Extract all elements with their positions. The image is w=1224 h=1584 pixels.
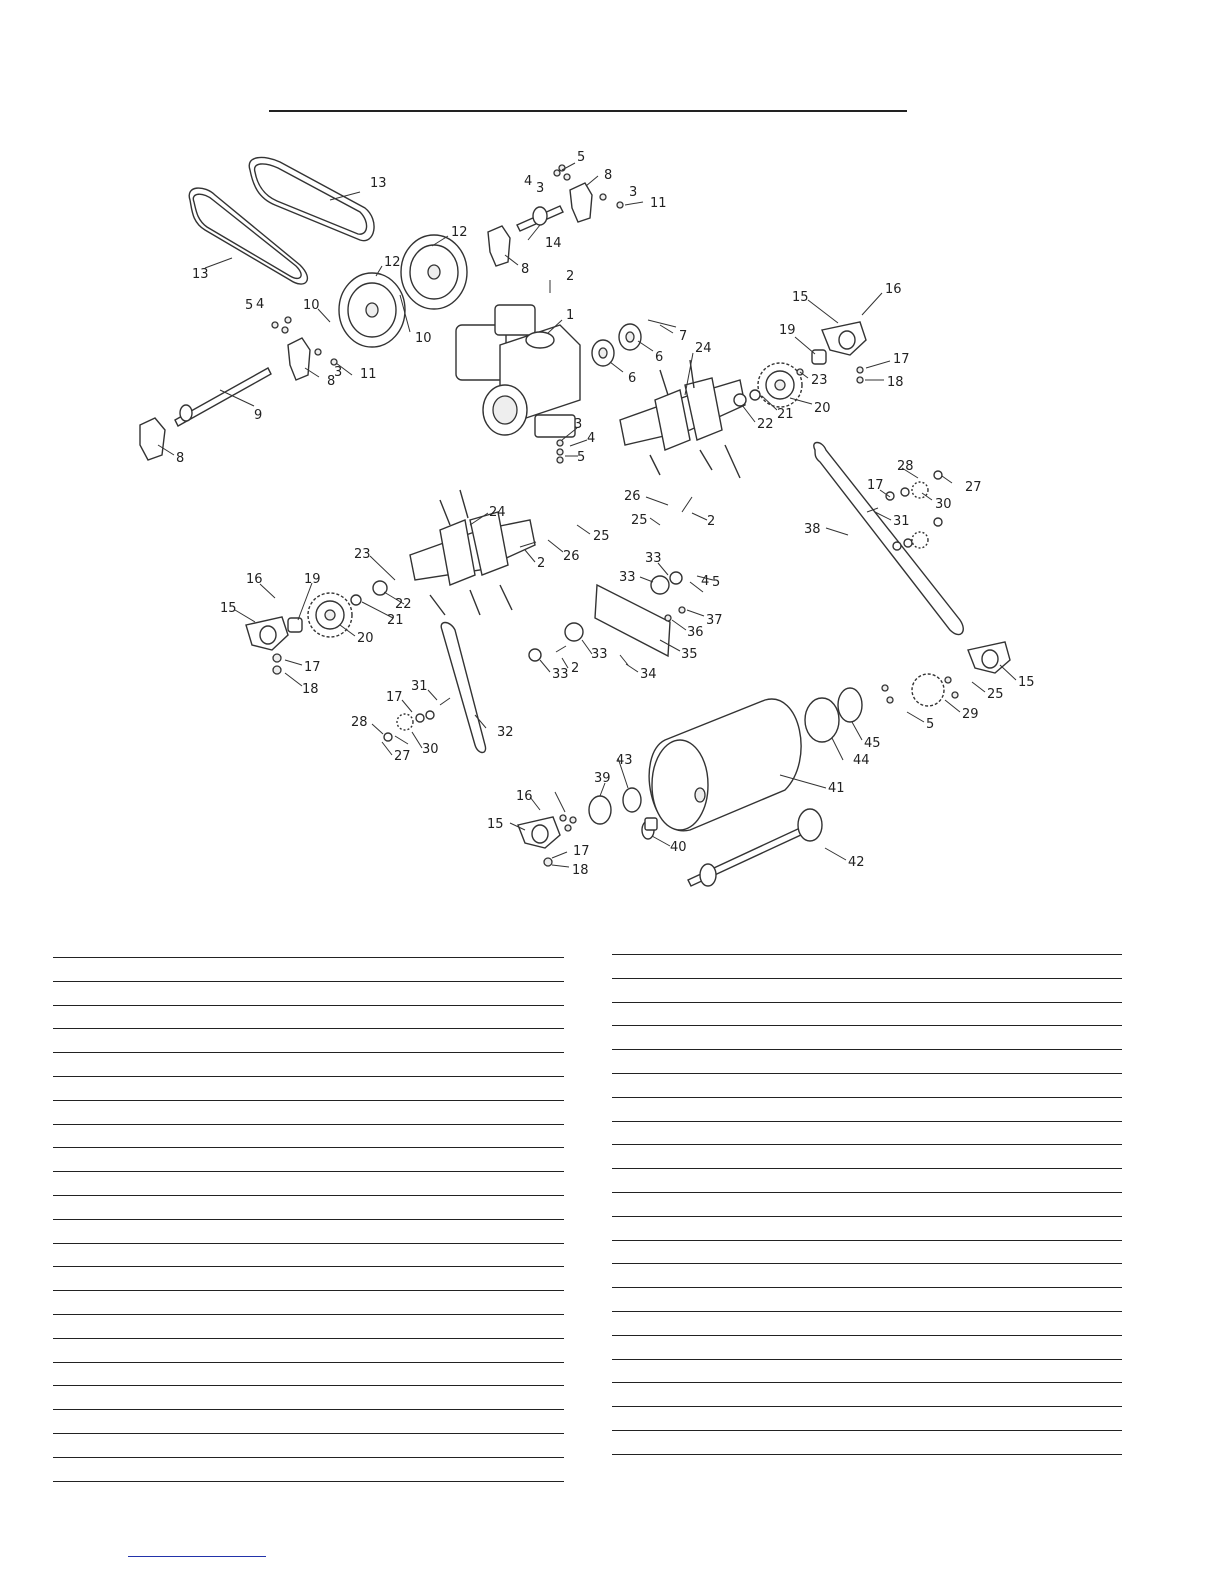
left-table-row-rule [53, 1433, 564, 1434]
left-table-row-rule [53, 1409, 564, 1410]
callout-5: 5 [245, 298, 254, 313]
callout-15: 15 [487, 817, 504, 832]
right-table-row-rule [612, 1121, 1122, 1122]
flange-45 [838, 688, 862, 722]
callout-22: 22 [757, 417, 774, 432]
right-table-row-rule [612, 1025, 1122, 1026]
callout-30: 30 [935, 497, 952, 512]
right-table-row-rule [612, 1430, 1122, 1431]
shaft-14 [517, 206, 563, 231]
right-table-row-rule [612, 1002, 1122, 1003]
callout-1: 1 [566, 308, 575, 323]
callout-25: 25 [987, 687, 1004, 702]
right-table-row-rule [612, 954, 1122, 955]
callout-16: 16 [516, 789, 533, 804]
pulley-6 [592, 324, 641, 366]
callout-33: 33 [552, 667, 569, 682]
right-table-row-rule [612, 1168, 1122, 1169]
callout-33: 33 [591, 647, 608, 662]
callout-41: 41 [828, 781, 845, 796]
callout-13: 13 [192, 267, 209, 282]
left-table-row-rule [53, 1290, 564, 1291]
left-table-row-rule [53, 1052, 564, 1053]
callout-11: 11 [650, 196, 667, 211]
callout-5: 5 [712, 575, 721, 590]
callout-21: 21 [387, 613, 404, 628]
callout-15: 15 [1018, 675, 1035, 690]
v-belt-13 [189, 157, 374, 284]
left-table-row-rule [53, 1219, 564, 1220]
callout-14: 14 [545, 236, 562, 251]
callout-2: 2 [571, 661, 580, 676]
left-table-row-rule [53, 1124, 564, 1125]
left-table-row-rule [53, 1481, 564, 1482]
callout-labels [176, 150, 1035, 878]
callout-23: 23 [354, 547, 371, 562]
callout-7: 7 [679, 329, 688, 344]
callout-33: 33 [645, 551, 662, 566]
left-table-row-rule [53, 981, 564, 982]
right-table-row-rule [612, 1216, 1122, 1217]
gasket-44 [805, 698, 839, 742]
callout-13: 13 [370, 176, 387, 191]
left-table-row-rule [53, 1314, 564, 1315]
callout-17: 17 [867, 478, 884, 493]
right-table-row-rule [612, 1073, 1122, 1074]
callout-24: 24 [489, 505, 506, 520]
left-table-row-rule [53, 1100, 564, 1101]
right-table-row-rule [612, 1192, 1122, 1193]
callout-15: 15 [220, 601, 237, 616]
left-table-row-rule [53, 1147, 564, 1148]
callout-27: 27 [965, 480, 982, 495]
adaptor-40 [642, 818, 657, 839]
callout-4: 4 [256, 297, 265, 312]
callout-5: 5 [926, 717, 935, 732]
callout-21: 21 [777, 407, 794, 422]
left-table-row-rule [53, 1362, 564, 1363]
callout-20: 20 [357, 631, 374, 646]
right-table-row-rule [612, 1454, 1122, 1455]
right-table-row-rule [612, 1240, 1122, 1241]
sprocket-29 [912, 674, 944, 706]
callout-5: 5 [577, 450, 586, 465]
callout-2: 2 [707, 514, 716, 529]
callout-18: 18 [302, 682, 319, 697]
right-table-row-rule [612, 1382, 1122, 1383]
callout-18: 18 [887, 375, 904, 390]
callout-3: 3 [536, 181, 545, 196]
callout-38: 38 [804, 522, 821, 537]
callout-34: 34 [640, 667, 657, 682]
callout-17: 17 [386, 690, 403, 705]
callout-23: 23 [811, 373, 828, 388]
right-table-row-rule [612, 978, 1122, 979]
callout-8: 8 [604, 168, 613, 183]
callout-27: 27 [394, 749, 411, 764]
left-table-row-rule [53, 1028, 564, 1029]
right-table-row-rule [612, 1359, 1122, 1360]
callout-10: 10 [303, 298, 320, 313]
callout-43: 43 [616, 753, 633, 768]
flange-39 [589, 796, 611, 824]
drum-41 [649, 699, 801, 831]
callout-19: 19 [779, 323, 796, 338]
callout-32: 32 [497, 725, 514, 740]
callout-6: 6 [628, 371, 637, 386]
callout-6: 6 [655, 350, 664, 365]
right-table-row-rule [612, 1144, 1122, 1145]
callout-28: 28 [351, 715, 368, 730]
callout-19: 19 [304, 572, 321, 587]
right-table-row-rule [612, 1049, 1122, 1050]
callout-17: 17 [304, 660, 321, 675]
callout-5: 5 [577, 150, 586, 165]
callout-11: 11 [360, 367, 377, 382]
callout-29: 29 [962, 707, 979, 722]
left-table-row-rule [53, 1385, 564, 1386]
left-table-row-rule [53, 1243, 564, 1244]
right-table-row-rule [612, 1311, 1122, 1312]
callout-3: 3 [629, 185, 638, 200]
engine-1 [456, 305, 583, 437]
callout-16: 16 [246, 572, 263, 587]
left-table-row-rule [53, 957, 564, 958]
callout-17: 17 [573, 844, 590, 859]
footer-link-underline[interactable] [128, 1556, 266, 1557]
right-table-row-rule [612, 1406, 1122, 1407]
callout-12: 12 [384, 255, 401, 270]
callout-4: 4 [524, 174, 533, 189]
callout-44: 44 [853, 753, 870, 768]
callout-8: 8 [521, 262, 530, 277]
callout-9: 9 [254, 408, 263, 423]
callout-4: 4 [587, 431, 596, 446]
callout-4: 4 [701, 574, 710, 589]
callout-2: 2 [566, 269, 575, 284]
callout-26: 26 [624, 489, 641, 504]
callout-33: 33 [619, 570, 636, 585]
belt-32 [441, 623, 485, 753]
callout-8: 8 [327, 374, 336, 389]
left-table-row-rule [53, 1076, 564, 1077]
callout-16: 16 [885, 282, 902, 297]
callout-10: 10 [415, 331, 432, 346]
callout-3: 3 [574, 417, 583, 432]
callout-45: 45 [864, 736, 881, 751]
callout-18: 18 [572, 863, 589, 878]
plate-35 [595, 585, 670, 656]
left-table-row-rule [53, 1457, 564, 1458]
callout-25: 25 [631, 513, 648, 528]
bearing-15 [246, 322, 1010, 848]
callout-25: 25 [593, 529, 610, 544]
callout-36: 36 [687, 625, 704, 640]
left-table-row-rule [53, 1005, 564, 1006]
callout-42: 42 [848, 855, 865, 870]
callout-12: 12 [451, 225, 468, 240]
callout-24: 24 [695, 341, 712, 356]
callout-26: 26 [563, 549, 580, 564]
right-table-row-rule [612, 1263, 1122, 1264]
callout-31: 31 [893, 514, 910, 529]
callout-30: 30 [422, 742, 439, 757]
left-table-row-rule [53, 1266, 564, 1267]
callout-28: 28 [897, 459, 914, 474]
right-table-row-rule [612, 1097, 1122, 1098]
callout-22: 22 [395, 597, 412, 612]
callout-39: 39 [594, 771, 611, 786]
callout-40: 40 [670, 840, 687, 855]
callout-37: 37 [706, 613, 723, 628]
right-table-row-rule [612, 1287, 1122, 1288]
right-table-row-rule [612, 1335, 1122, 1336]
pulley-12 [339, 235, 467, 347]
left-table-row-rule [53, 1338, 564, 1339]
callout-2: 2 [537, 556, 546, 571]
callout-3: 3 [334, 365, 343, 380]
left-table-row-rule [53, 1195, 564, 1196]
flange-43 [623, 788, 641, 812]
callout-35: 35 [681, 647, 698, 662]
leader-lines [158, 163, 1016, 867]
callout-31: 31 [411, 679, 428, 694]
callout-15: 15 [792, 290, 809, 305]
left-table-row-rule [53, 1171, 564, 1172]
callout-20: 20 [814, 401, 831, 416]
callout-17: 17 [893, 352, 910, 367]
callout-8: 8 [176, 451, 185, 466]
